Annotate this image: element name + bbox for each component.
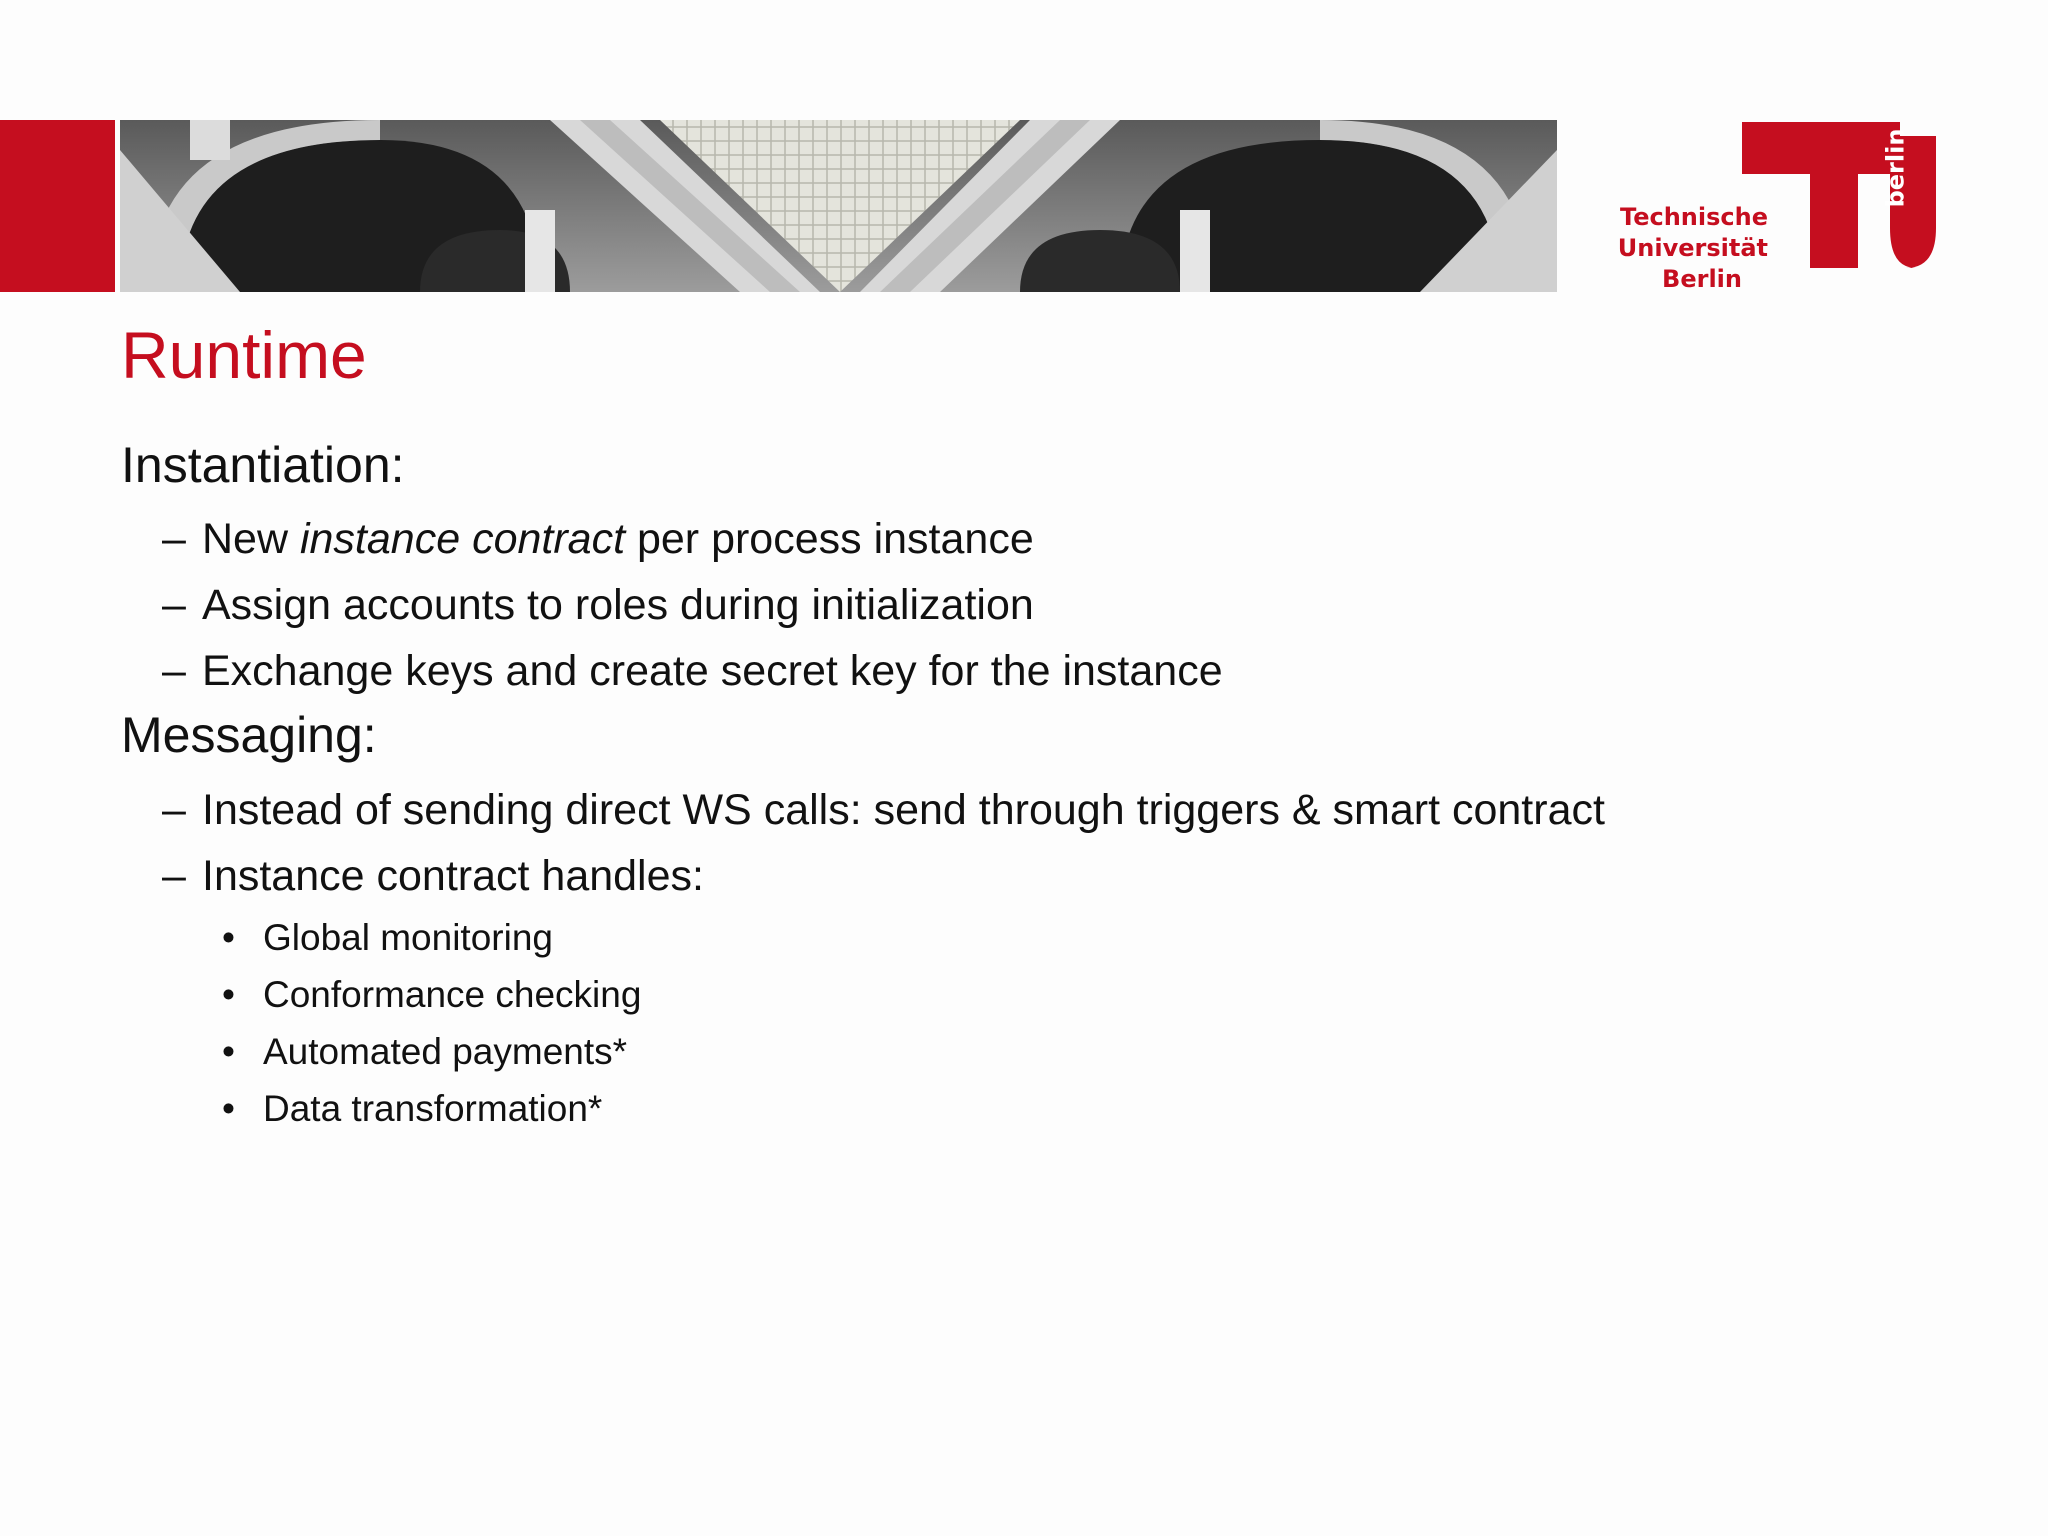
list-item: – New instance contract per process instance	[162, 515, 1034, 563]
list-item: – Exchange keys and create secret key for the instance	[162, 647, 1223, 695]
tu-berlin-logo	[1600, 118, 1940, 298]
tu-logo-mark-icon	[1740, 118, 1940, 278]
slide-title: Runtime	[121, 318, 367, 392]
list-item: – Instead of sending direct WS calls: send through triggers & smart contract	[162, 786, 1605, 834]
list-item: – Instance contract handles:	[162, 852, 704, 900]
logo-berlin-vertical: berlin	[1881, 128, 1909, 208]
section-heading-messaging: Messaging:	[121, 707, 377, 763]
section-heading-instantiation: Instantiation:	[121, 437, 405, 493]
header-banner-image	[120, 120, 1557, 292]
red-accent-block	[0, 120, 115, 292]
logo-university-name: Technische Universität Berlin	[1617, 203, 1768, 293]
list-item: – Assign accounts to roles during initialization	[162, 581, 1034, 629]
